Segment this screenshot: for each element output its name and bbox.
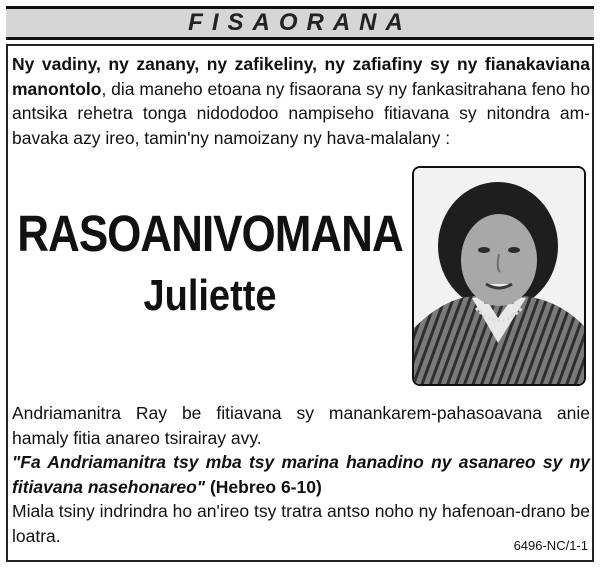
header-title: FISAORANA [188,9,412,36]
deceased-surname: RASOANIVOMANA [17,206,403,263]
portrait-photo [412,166,586,386]
quote-reference: (Hebreo 6-10) [209,476,322,497]
blessing-paragraph: Andriamanitra Ray be fitiavana sy manankarem-pahasoavana anie hamaly fitia anareo tsirairay avy. [12,403,590,448]
body-text [12,401,590,548]
quote-text: "Fa Andriamanitra tsy mba tsy marina hanadino ny asanareo sy ny fitiavana nasehonareo" [12,452,590,497]
scripture-quote [12,450,590,499]
apology-paragraph: Miala tsiny indrindra ho an'ireo tsy tratra antso noho ny hafenoan-drano be loatra. [12,501,590,546]
intro-bold: Ny vadiny, ny zanany, ny zafikeliny, ny zafiafiny sy ny fianakaviana manontolo [12,54,590,99]
portrait-image [414,168,584,384]
intro-paragraph [12,52,590,150]
reference-code: 6496-NC/1-1 [513,538,588,553]
header-bar [6,6,594,40]
deceased-given-name: Juliette [143,272,277,321]
intro-rest: , dia maneho etoana ny fisaorana sy ny fankasitrahana feno ho antsika rehetra tonga nidododoo nampiseho fitiavana sy nitondra am-bavaka azy ireo, tamin'ny namoizany ny hava-malalany : [12,78,590,148]
